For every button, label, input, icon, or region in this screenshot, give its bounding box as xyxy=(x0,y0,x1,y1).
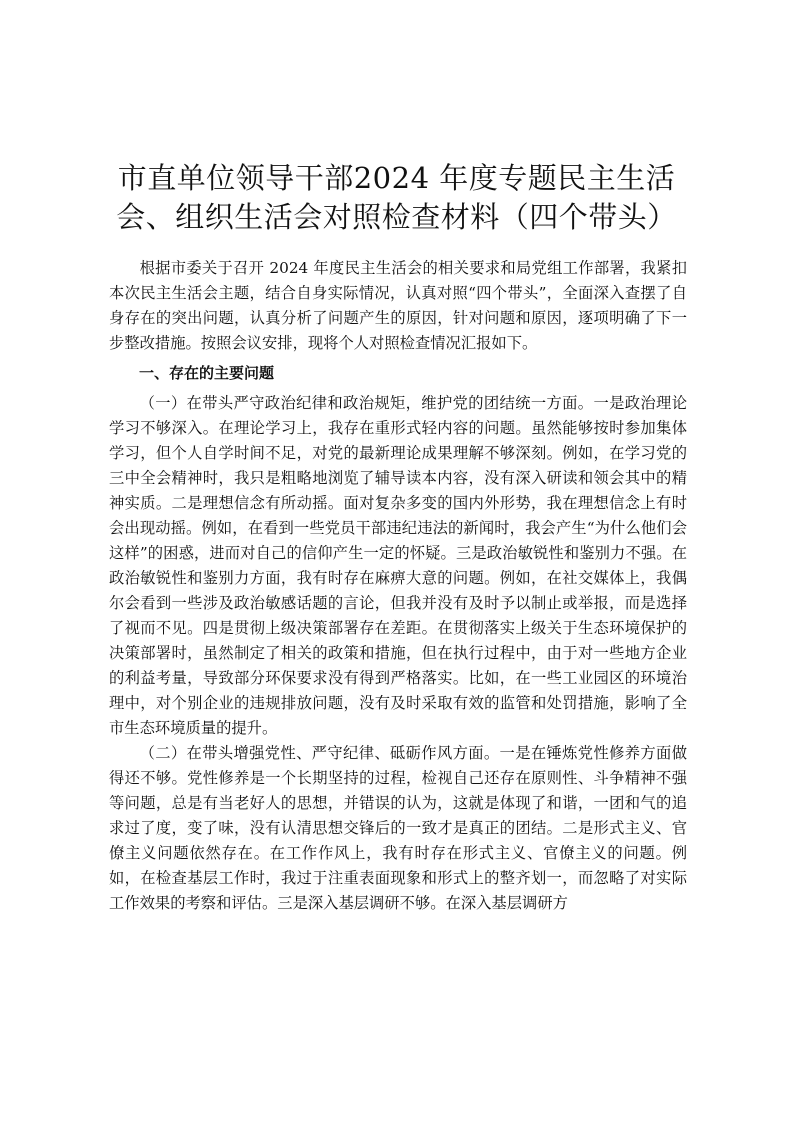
section-heading-problems: 一、存在的主要问题 xyxy=(139,364,275,382)
paragraph-party-spirit: （二）在带头增强党性、严守纪律、砥砺作风方面。一是在锤炼党性修养方面做得还不够。党性修养是一个长期坚持的过程，检视自己还存在原则性、斗争精神不强等问题，总是有当老好人的思想，并错误的认为，这就是体现了和谐，一团和气的追求过了度，变了味，没有认清思想交锋后的一致才是真正的团结。二是形式主义、官僚主义问题依然存在。在工作作风上，我有时存在形式主义、官僚主义的问题。例如，在检查基层工作时，我过于注重表面现象和形式上的整齐划一，而忽略了对实际工作效果的考察和评估。三是深入基层调研不够。在深入基层调研方 xyxy=(109,744,687,912)
intro-paragraph: 根据市委关于召开 2024 年度民主生活会的相关要求和局党组工作部署，我紧扣本次民主生活会主题，结合自身实际情况，认真对照“四个带头”，全面深入查摆了自身存在的突出问题，认真分析了问题产生的原因，针对问题和原因，逐项明确了下一步整改措施。按照会议安排，现将个人对照检查情况汇报如下。 xyxy=(109,259,687,352)
document-title: 市直单位领导干部2024 年度专题民主生活会、组织生活会对照检查材料（四个带头） xyxy=(116,161,677,235)
paragraph-political-discipline: （一）在带头严守政治纪律和政治规矩，维护党的团结统一方面。一是政治理论学习不够深入。在理论学习上，我存在重形式轻内容的问题。虽然能够按时参加集体学习，但个人自学时间不足，对党的最新理论成果理解不够深刻。例如，在学习党的三中全会精神时，我只是粗略地浏览了辅导读本内容，没有深入研读和领会其中的精神实质。二是理想信念有所动摇。面对复杂多变的国内外形势，我在理想信念上有时会出现动摇。例如，在看到一些党员干部违纪违法的新闻时，我会产生“为什么他们会这样”的困惑，进而对自己的信仰产生一定的怀疑。三是政治敏锐性和鉴别力不强。在政治敏锐性和鉴别力方面，我有时存在麻痹大意的问题。例如，在社交媒体上，我偶尔会看到一些涉及政治敏感话题的言论，但我并没有及时予以制止或举报，而是选择了视而不见。四是贯彻上级决策部署存在差距。在贯彻落实上级关于生态环境保护的决策部署时，虽然制定了相关的政策和措施，但在执行过程中，由于对一些地方企业的利益考量，导致部分环保要求没有得到严格落实。比如，在一些工业园区的环境治理中，对个别企业的违规排放问题，没有及时采取有效的监管和处罚措施，影响了全市生态环境质量的提升。 xyxy=(109,394,687,737)
document-body xyxy=(109,256,687,916)
